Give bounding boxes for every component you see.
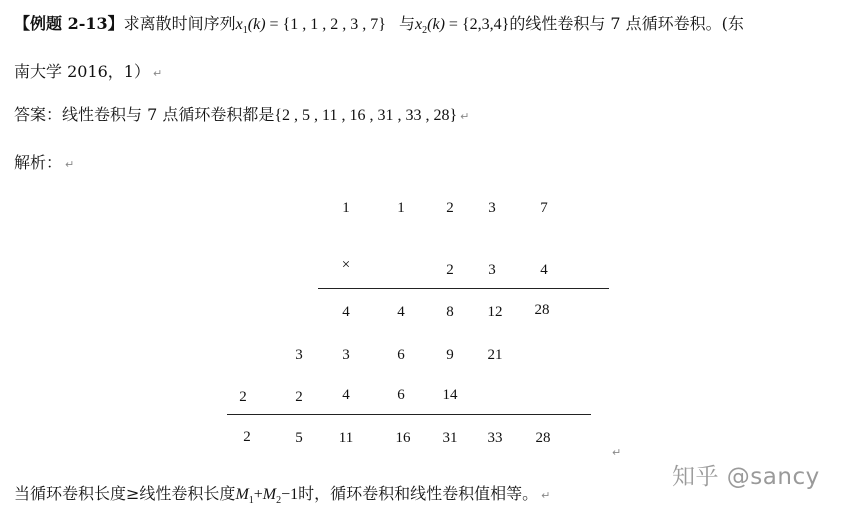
- table-cell: 1: [342, 200, 350, 216]
- table-cell: 1: [397, 200, 405, 216]
- answer-line: [14, 105, 469, 127]
- table-cell: 6: [397, 387, 405, 403]
- sum-cell: 16: [395, 430, 411, 446]
- problem-bracket-open: 【: [14, 14, 31, 33]
- table-cell: 4: [342, 387, 350, 403]
- table-cell: 9: [446, 347, 454, 363]
- x2-expression: [415, 16, 510, 37]
- minus-one: −1: [281, 486, 299, 503]
- answer-prefix: 答案：线性卷积与 7 点循环卷积都是: [14, 105, 275, 124]
- problem-text-b: 与: [399, 14, 416, 33]
- conclusion-text-b: 线性卷积长度: [139, 484, 236, 503]
- table-cell: 3: [488, 262, 496, 278]
- sum-cell: 28: [535, 430, 551, 446]
- problem-text-d: 南大学 2016，1）: [14, 62, 150, 81]
- sum-cell: 31: [442, 430, 458, 446]
- table-cell: 12: [487, 304, 503, 320]
- paragraph-mark: ↵: [65, 158, 75, 171]
- table-cell: 2: [239, 389, 247, 405]
- watermark: 知乎 @sancy: [672, 464, 820, 490]
- table-cell: 3: [488, 200, 496, 216]
- x1-expression: [235, 16, 386, 37]
- table-cell: 28: [534, 302, 550, 318]
- x2-equals: =: [444, 16, 462, 33]
- x1-arg: (k): [247, 16, 266, 33]
- paragraph-mark: ↵: [612, 446, 622, 459]
- table-cell: 14: [442, 387, 458, 403]
- table-cell: 6: [397, 347, 405, 363]
- problem-bracket-close: 】: [107, 14, 124, 33]
- paragraph-mark: ↵: [460, 110, 470, 123]
- table-cell: 4: [342, 304, 350, 320]
- x2-symbol: x: [415, 16, 423, 33]
- table-cell: 3: [295, 347, 303, 363]
- table-cell: 7: [540, 200, 548, 216]
- length-expression: [235, 486, 299, 507]
- analysis-label-line: [14, 153, 74, 175]
- conclusion-text-a: 当循环卷积长度: [14, 484, 127, 503]
- conclusion-text-c: 时，循环卷积和线性卷积值相等。: [298, 484, 539, 503]
- problem-line-2: [14, 62, 162, 84]
- top-divider: [318, 288, 609, 289]
- geq-sign: ≥: [126, 484, 140, 503]
- x2-arg: (k): [427, 16, 445, 33]
- table-cell: 4: [540, 262, 548, 278]
- times-sign: ×: [341, 257, 351, 273]
- table-cell: 3: [342, 347, 350, 363]
- table-cell: 21: [487, 347, 503, 363]
- table-cell: 2: [446, 200, 454, 216]
- problem-tag: 例题 2-13: [30, 14, 108, 33]
- sum-cell: 11: [338, 430, 354, 446]
- answer-sequence: {2 , 5 , 11 , 16 , 31 , 33 , 28}: [274, 107, 458, 124]
- x1-sub: 1: [242, 25, 248, 37]
- table-cell: 2: [295, 389, 303, 405]
- x1-sequence: {1 , 1 , 2 , 3 , 7}: [282, 16, 386, 33]
- m-symbol: M: [262, 486, 277, 503]
- analysis-label: 解析：: [14, 153, 63, 172]
- sum-cell: 5: [295, 430, 303, 446]
- x1-symbol: x: [235, 16, 243, 33]
- m-sub-2: 2: [276, 495, 282, 507]
- problem-text-c: 的线性卷积与 7 点循环卷积。(东: [509, 14, 744, 33]
- m-symbol: M: [235, 486, 249, 503]
- paragraph-mark: ↵: [541, 489, 551, 502]
- problem-text-a: 求离散时间序列: [123, 14, 236, 33]
- problem-line-1: [14, 14, 744, 41]
- bottom-divider: [227, 414, 591, 415]
- conclusion-line: [14, 484, 550, 511]
- sum-cell: 2: [243, 429, 251, 445]
- table-cell: 8: [446, 304, 454, 320]
- m-sub-1: 1: [248, 495, 254, 507]
- x1-equals: =: [265, 16, 283, 33]
- x2-sequence: {2,3,4}: [461, 16, 510, 33]
- x2-sub: 2: [422, 25, 428, 37]
- table-cell: 2: [446, 262, 454, 278]
- plus-sign: +: [253, 486, 263, 503]
- paragraph-mark: ↵: [153, 67, 163, 80]
- sum-cell: 33: [487, 430, 503, 446]
- table-cell: 4: [397, 304, 405, 320]
